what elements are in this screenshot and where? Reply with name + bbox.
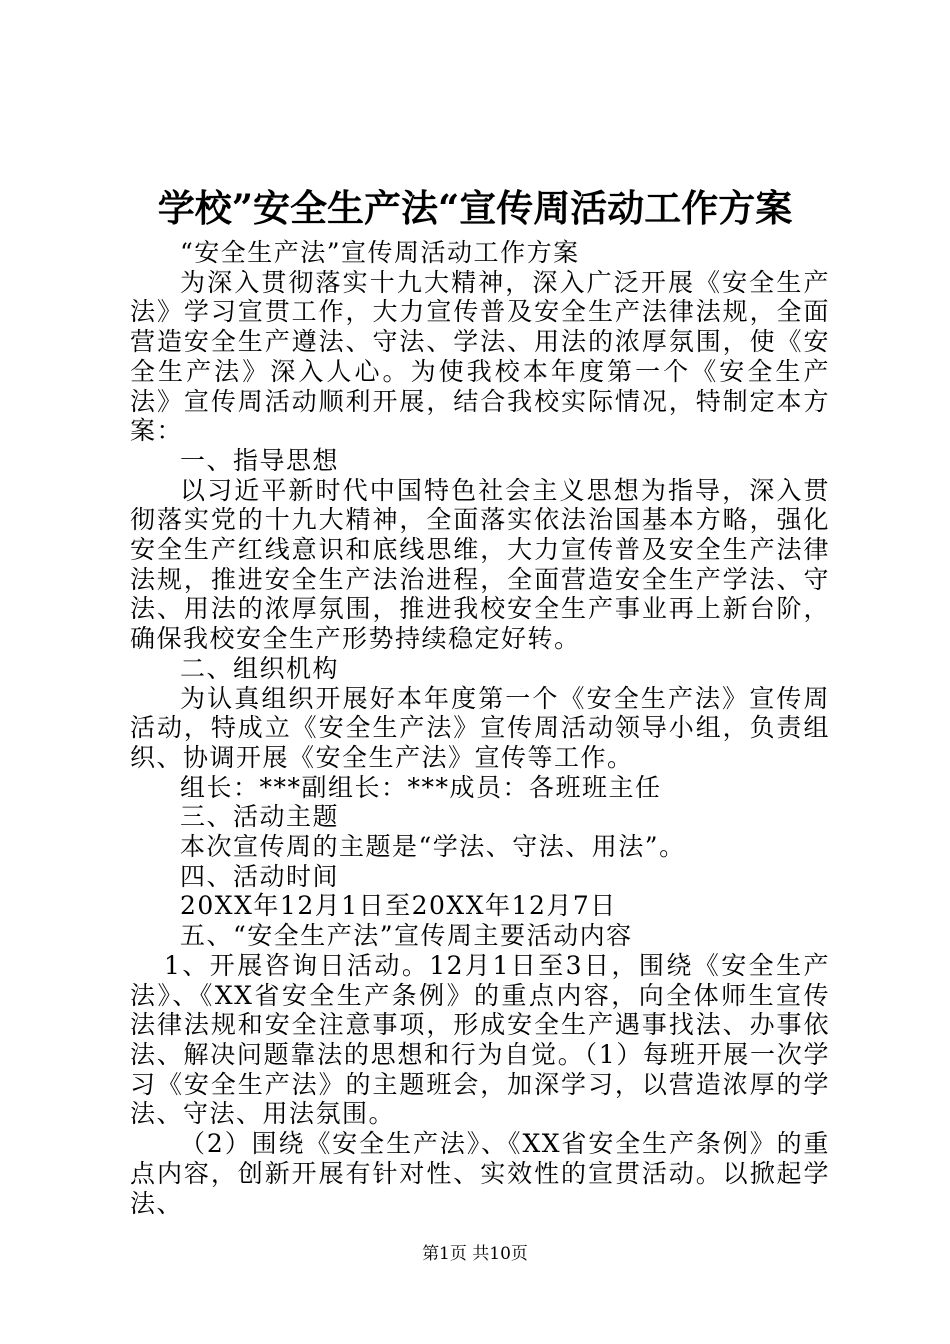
subtitle-paragraph: “安全生产法”宣传周活动工作方案 [180,238,580,267]
section-heading-organization: 二、组织机构 [180,653,340,683]
page-footer: 第1页 共10页 [422,1244,528,1264]
organization-paragraph: 为认真组织开展好本年度第一个《安全生产法》宣传周活动，特成立《安全生产法》宣传周活动领导小组，负责组织、协调开展《安全生产法》宣传等工作。 [130,683,830,772]
activity-1-paragraph: 1、开展咨询日活动。12月1日至3日，围绕《安全生产法》、《XX省安全生产条例》的重点内容，向全体师生宣传法律法规和安全注意事项，形成安全生产遇事找法、办事依法、解决问题靠法的思想和行为自觉。（1）每班开展一次学习《安全生产法》的主题班会，加深学习，以营造浓厚的学法、守法、用法氛围。 [130,950,830,1129]
section-heading-theme: 三、活动主题 [180,802,340,832]
organization-members: 组长：***副组长：***成员：各班班主任 [180,772,662,802]
time-paragraph: 20XX年12月1日至20XX年12月7日 [180,891,617,921]
section-heading-activities: 五、“安全生产法”宣传周主要活动内容 [180,921,633,951]
section-heading-guiding-ideology: 一、指导思想 [180,445,340,475]
intro-paragraph: 为深入贯彻落实十九大精神，深入广泛开展《安全生产法》学习宣贯工作，大力宣传普及安全生产法律法规，全面营造安全生产遵法、守法、学法、用法的浓厚氛围，使《安全生产法》深入人心。为使我校本年度第一个《安全生产法》宣传周活动顺利开展，结合我校实际情况，特制定本方案： [130,267,830,446]
guiding-ideology-paragraph: 以习近平新时代中国特色社会主义思想为指导，深入贯彻落实党的十九大精神，全面落实依法治国基本方略，强化安全生产红线意识和底线思维，大力宣传普及安全生产法律法规，推进安全生产法治进程，全面营造安全生产学法、守法、用法的浓厚氛围，推进我校安全生产事业再上新台阶，确保我校安全生产形势持续稳定好转。 [130,475,830,654]
document-title: 学校”安全生产法“宣传周活动工作方案 [157,186,793,230]
theme-paragraph: 本次宣传周的主题是“学法、守法、用法”。 [180,832,686,862]
activity-2-paragraph: （2）围绕《安全生产法》、《XX省安全生产条例》的重点内容，创新开展有针对性、实效性的宣贯活动。以掀起学法、 [130,1129,830,1218]
section-heading-time: 四、活动时间 [180,861,340,891]
document-body [130,238,830,1218]
